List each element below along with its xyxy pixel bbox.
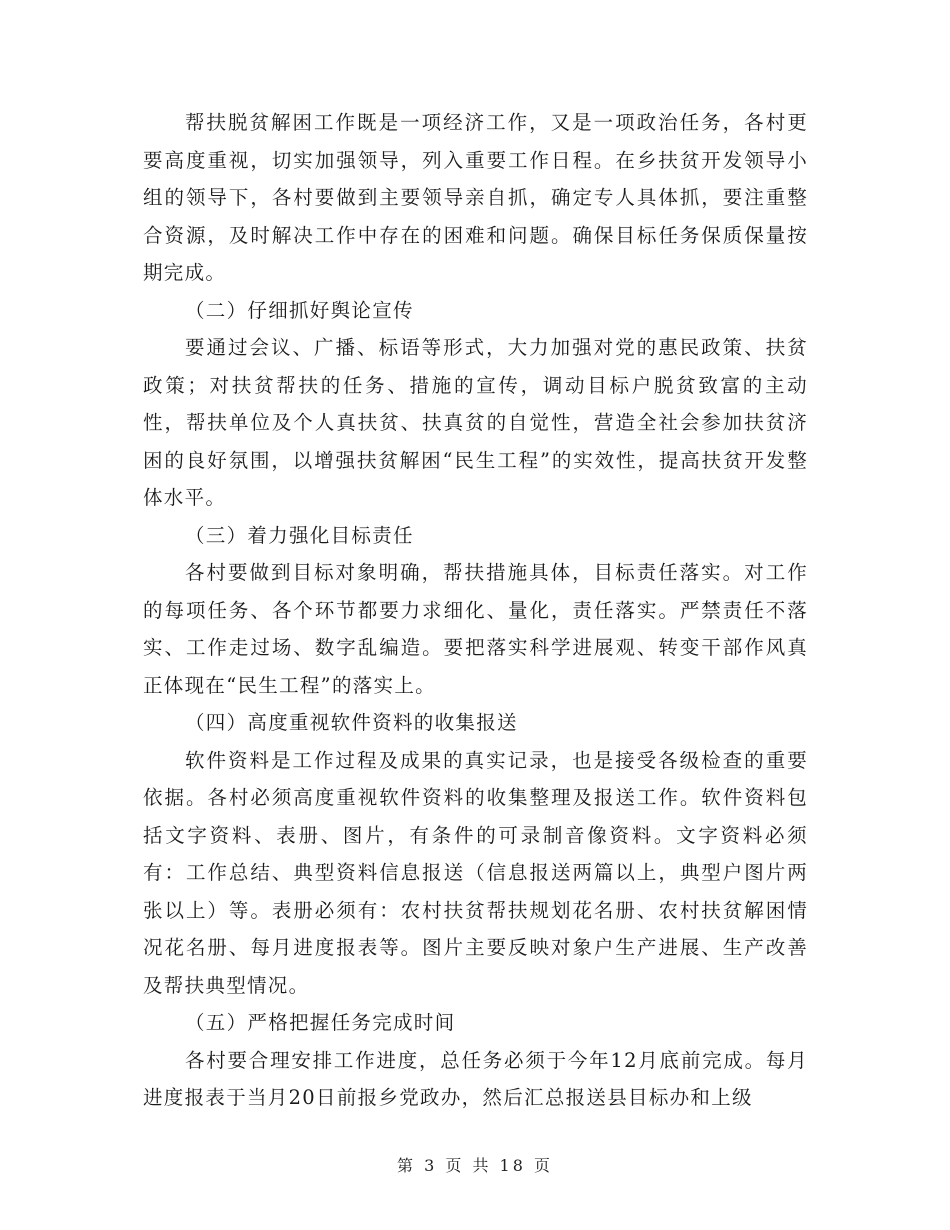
section-heading: （二）仔细抓好舆论宣传 xyxy=(185,298,414,322)
section-heading: （三）着力强化目标责任 xyxy=(185,523,414,547)
body-paragraph: 各村要做到目标对象明确，帮扶措施具体，目标责任落实。对工作的每项任务、各个环节都要力求细化、量化，责任落实。严禁责任不落实、工作走过场、数字乱编造。要把落实科学进展观、转变干部作风真正体现在“民生工程”的落实上。 xyxy=(143,561,808,697)
body-paragraph: 帮扶脱贫解困工作既是一项经济工作，又是一项政治任务，各村更要高度重视，切实加强领导，列入重要工作日程。在乡扶贫开发领导小组的领导下，各村要做到主要领导亲自抓，确定专人具体抓，要注重整合资源，及时解决工作中存在的困难和问题。确保目标任务保质保量按期完成。 xyxy=(143,111,808,284)
document-body xyxy=(143,104,808,1117)
body-paragraph: 软件资料是工作过程及成果的真实记录，也是接受各级检查的重要依据。各村必须高度重视软件资料的收集整理及报送工作。软件资料包括文字资料、表册、图片，有条件的可录制音像资料。文字资料必须有：工作总结、典型资料信息报送（信息报送两篇以上，典型户图片两张以上）等。表册必须有：农村扶贫帮扶规划花名册、农村扶贫解困情况花名册、每月进度报表等。图片主要反映对象户生产进展、生产改善及帮扶典型情况。 xyxy=(143,748,808,997)
body-paragraph: 要通过会议、广播、标语等形式，大力加强对党的惠民政策、扶贫政策；对扶贫帮扶的任务、措施的宣传，调动目标户脱贫致富的主动性，帮扶单位及个人真扶贫、扶真贫的自觉性，营造全社会参加扶贫济困的良好氛围，以增强扶贫解困“民生工程”的实效性，提高扶贫开发整体水平。 xyxy=(143,336,808,509)
section-heading: （五）严格把握任务完成时间 xyxy=(185,1011,456,1034)
section-heading: （四）高度重视软件资料的收集报送 xyxy=(185,711,518,734)
body-paragraph: 各村要合理安排工作进度，总任务必须于今年12月底前完成。每月进度报表于当月20日前报乡党政办，然后汇总报送县目标办和上级 xyxy=(143,1048,808,1109)
page-number-footer: 第 3 页 共 18 页 xyxy=(397,1156,553,1175)
